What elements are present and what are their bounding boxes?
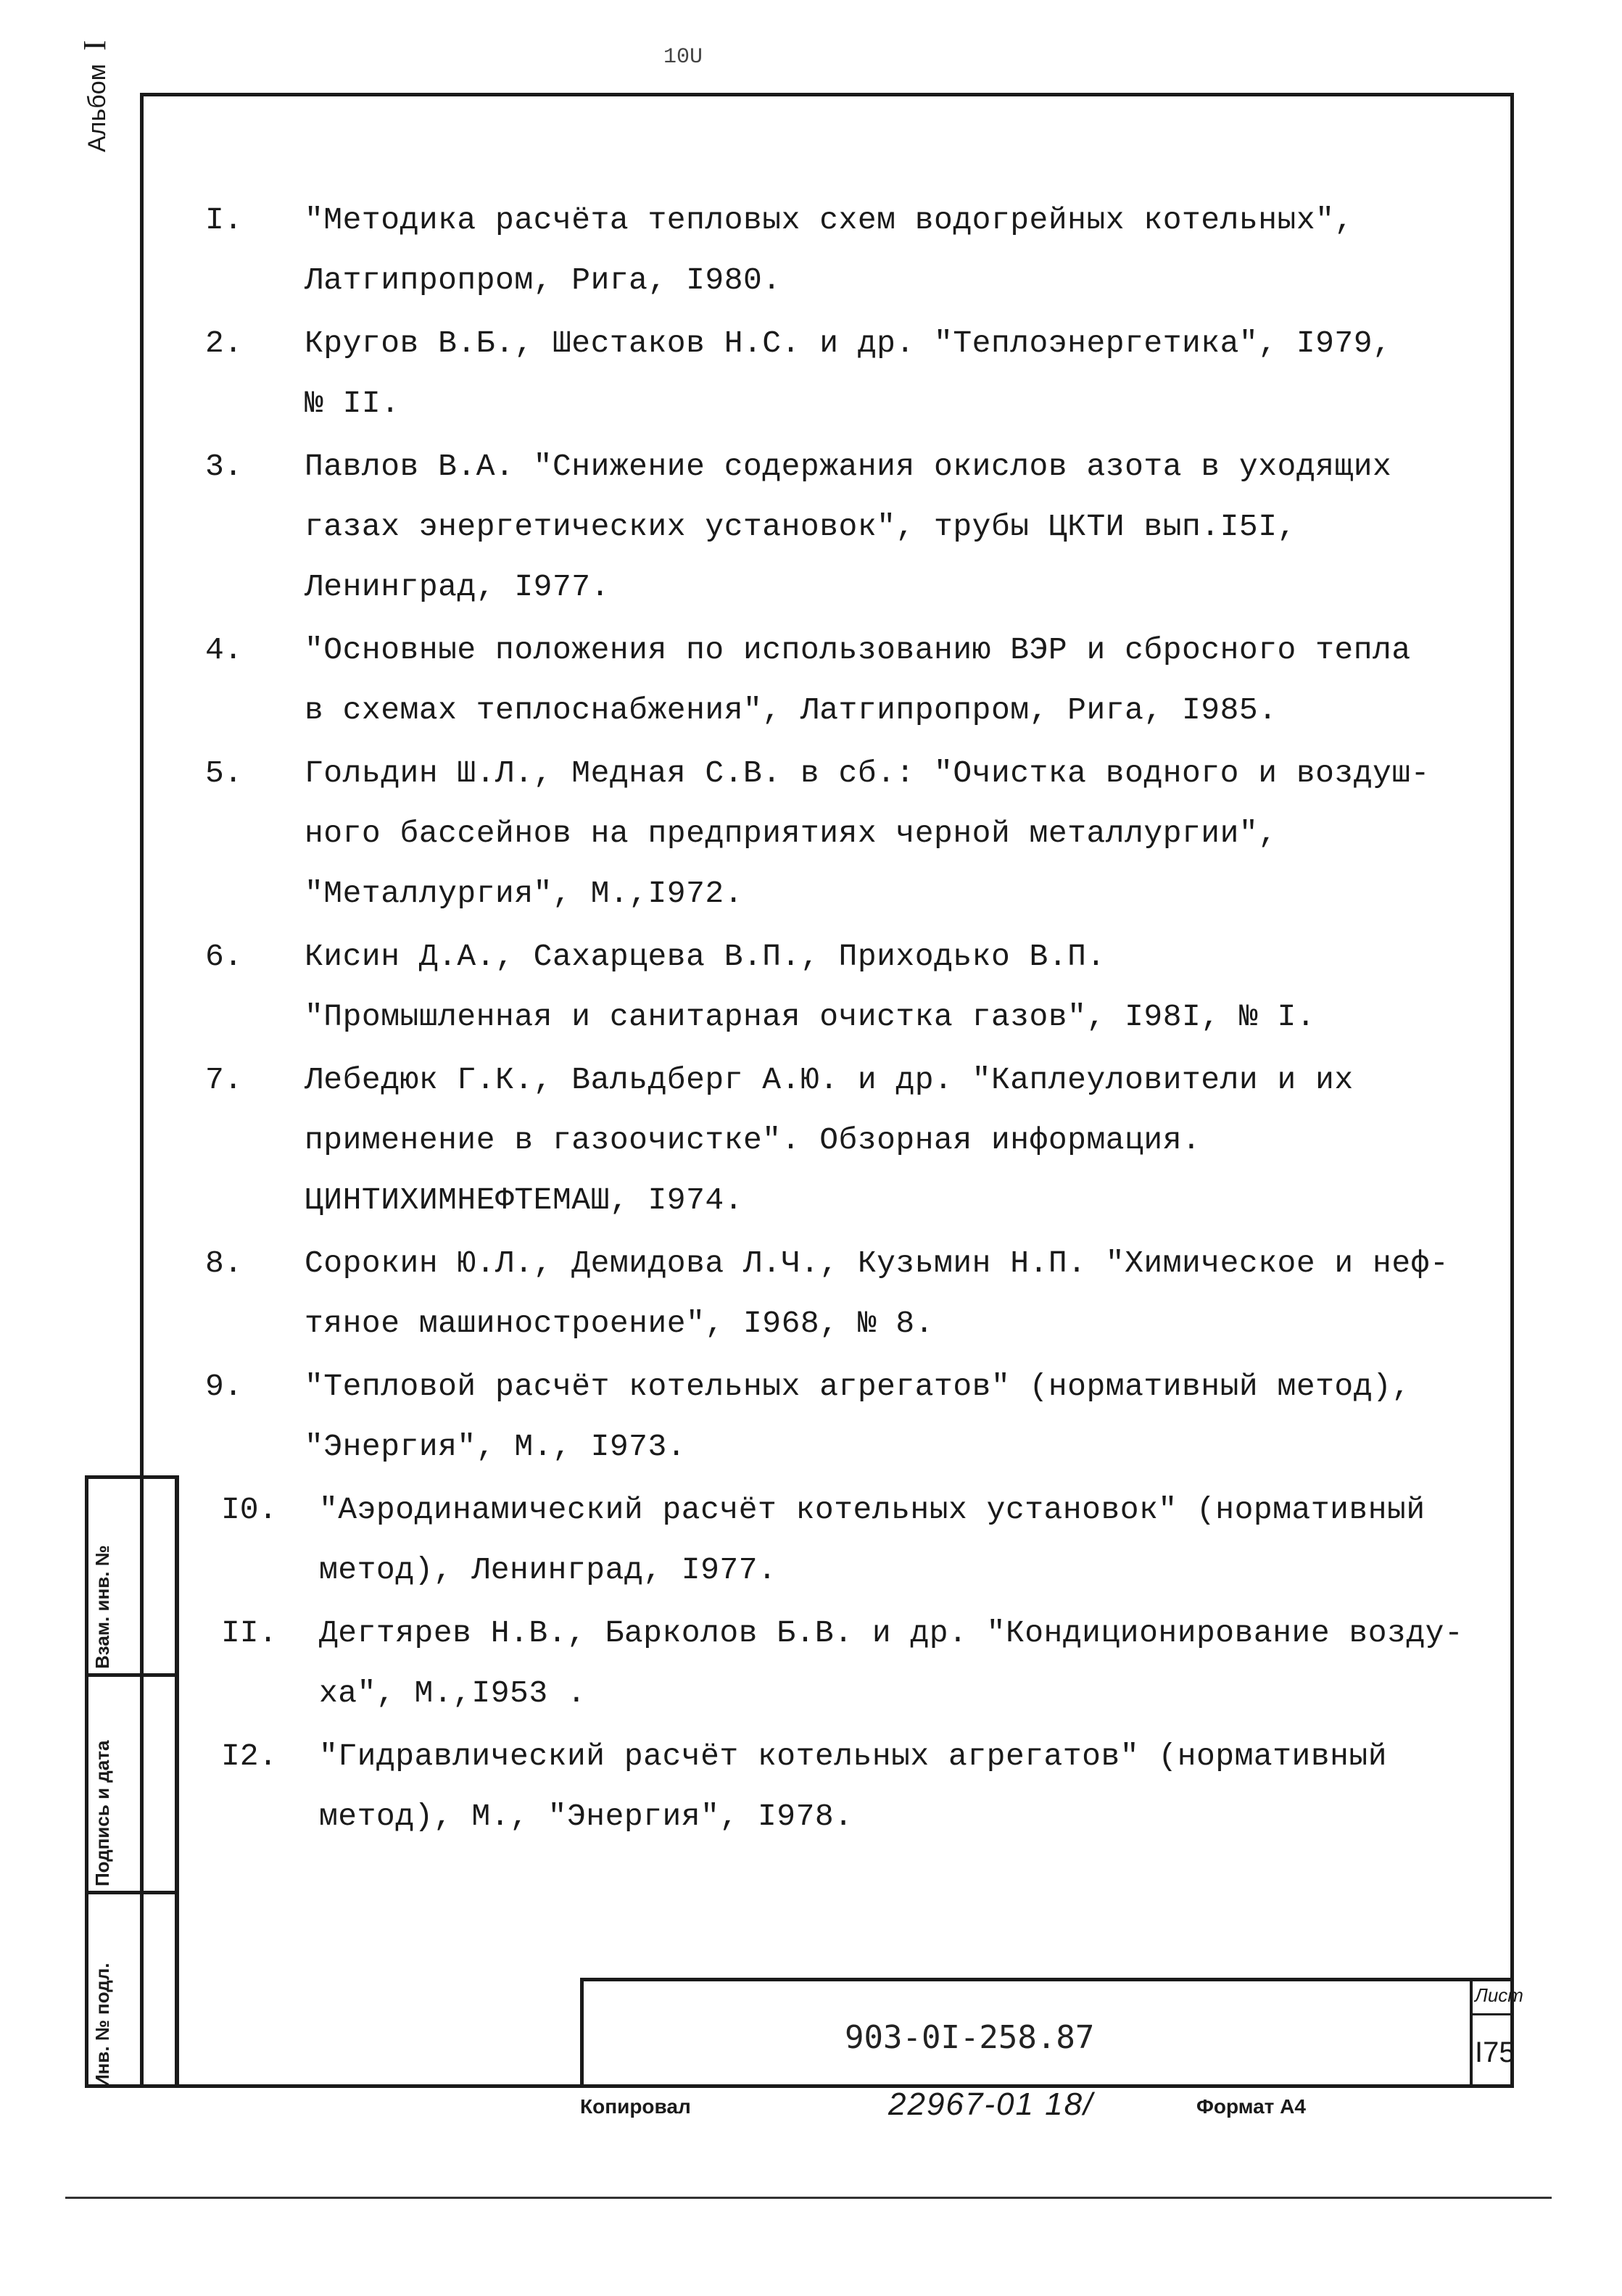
reference-line: в схемах теплоснабжения", Латгипропром, Рига, I985. bbox=[305, 692, 1278, 728]
sheet-label: Лист bbox=[1475, 1984, 1523, 2006]
stamp-divider bbox=[88, 1891, 179, 1894]
stamp-divider bbox=[88, 1673, 179, 1677]
reference-line: "Металлургия", М.,I972. bbox=[305, 876, 743, 911]
reference-number: 5. bbox=[205, 755, 243, 791]
reference-number: 9. bbox=[205, 1369, 243, 1404]
reference-line: тяное машиностроение", I968, № 8. bbox=[305, 1306, 935, 1341]
reference-line: "Методика расчёта тепловых схем водогрейных котельных", bbox=[305, 202, 1354, 238]
reference-number: II. bbox=[221, 1615, 278, 1651]
format-label: Формат А4 bbox=[1196, 2095, 1306, 2118]
reference-line: "Тепловой расчёт котельных агрегатов" (нормативный метод), bbox=[305, 1369, 1411, 1404]
reference-line: Гольдин Ш.Л., Медная С.В. в сб.: "Очистка водного и воздуш- bbox=[305, 755, 1430, 791]
album-label bbox=[76, 0, 120, 152]
reference-line: метод), М., "Энергия", I978. bbox=[319, 1799, 853, 1834]
reference-number: 4. bbox=[205, 632, 243, 668]
bottom-rule bbox=[65, 2197, 1552, 2199]
reference-line: применение в газоочистке". Обзорная информация. bbox=[305, 1122, 1201, 1158]
reference-number: 8. bbox=[205, 1246, 243, 1281]
reference-line: "Основные положения по использованию ВЭР и сбросного тепла bbox=[305, 632, 1411, 668]
reference-number: 3. bbox=[205, 449, 243, 484]
reference-line: Кисин Д.А., Сахарцева В.П., Приходько В.П. bbox=[305, 939, 1106, 974]
title-block-separator bbox=[1470, 2013, 1514, 2015]
reference-line: газах энергетических установок", трубы ЦКТИ вып.I5I, bbox=[305, 509, 1296, 544]
album-number: I bbox=[77, 40, 112, 51]
reference-line: Кругов В.Б., Шестаков Н.С. и др. "Теплоэнергетика", I979, bbox=[305, 326, 1392, 361]
reference-line: № II. bbox=[305, 386, 400, 421]
stamp-signature-date: Подпись и дата bbox=[91, 1740, 113, 1886]
reference-line: Ленинград, I977. bbox=[305, 569, 610, 605]
reference-line: Павлов В.А. "Снижение содержания окислов азота в уходящих bbox=[305, 449, 1392, 484]
reference-number: I2. bbox=[221, 1738, 278, 1774]
order-number: 22967-01 18/ bbox=[888, 2086, 1094, 2122]
copied-by-label: Копировал bbox=[580, 2095, 691, 2118]
reference-number: 6. bbox=[205, 939, 243, 974]
reference-number: I0. bbox=[221, 1492, 278, 1528]
reference-line: Латгипропром, Рига, I980. bbox=[305, 262, 782, 298]
stamp-replacement-inventory: Взам. инв. № bbox=[91, 1545, 113, 1669]
reference-line: ного бассейнов на предприятиях черной металлургии", bbox=[305, 816, 1278, 851]
reference-number: 2. bbox=[205, 326, 243, 361]
reference-line: "Гидравлический расчёт котельных агрегатов" (нормативный bbox=[319, 1738, 1388, 1774]
reference-number: I. bbox=[205, 202, 243, 238]
album-label-text: Альбом bbox=[83, 64, 111, 152]
title-block bbox=[580, 1978, 1523, 2088]
reference-line: Дегтярев Н.В., Барколов Б.В. и др. "Кондиционирование возду- bbox=[319, 1615, 1464, 1651]
reference-line: Сорокин Ю.Л., Демидова Л.Ч., Кузьмин Н.П. "Химическое и неф- bbox=[305, 1246, 1449, 1281]
stamp-original-inventory: Инв. № подл. bbox=[91, 1963, 113, 2088]
left-approval-stamp bbox=[85, 1475, 179, 2088]
reference-number: 7. bbox=[205, 1062, 243, 1098]
document-code: 903-0I-258.87 bbox=[845, 2019, 1095, 2056]
reference-line: метод), Ленинград, I977. bbox=[319, 1552, 777, 1588]
reference-line: "Аэродинамический расчёт котельных установок" (нормативный bbox=[319, 1492, 1426, 1528]
reference-line: Лебедюк Г.К., Вальдберг А.Ю. и др. "Каплеуловители и их bbox=[305, 1062, 1354, 1098]
reference-line: "Промышленная и санитарная очистка газов", I98I, № I. bbox=[305, 999, 1316, 1035]
reference-line: ЦИНТИХИМНЕФТЕМАШ, I974. bbox=[305, 1182, 743, 1218]
title-block-separator bbox=[1470, 1981, 1473, 2088]
sheet-number: I75 bbox=[1475, 2036, 1515, 2068]
reference-line: ха", М.,I953 . bbox=[319, 1675, 587, 1711]
page-top-mark: 10U bbox=[663, 45, 703, 70]
reference-line: "Энергия", М., I973. bbox=[305, 1429, 687, 1464]
